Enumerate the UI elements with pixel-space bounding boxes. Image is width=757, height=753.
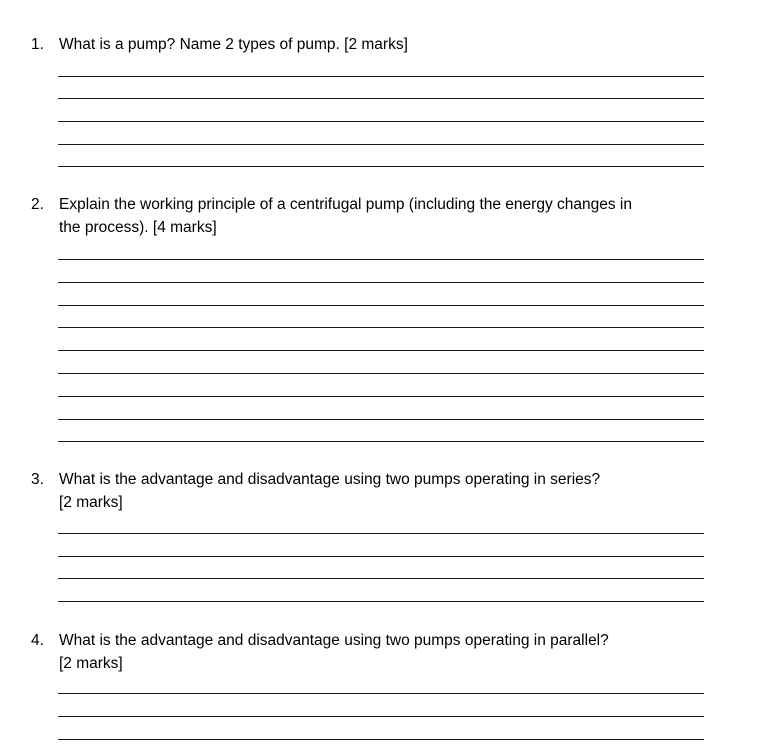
answer-line[interactable] xyxy=(58,601,704,602)
answer-line[interactable] xyxy=(58,76,704,77)
answer-line[interactable] xyxy=(58,144,704,145)
question-text-line: What is the advantage and disadvantage using two pumps operating in parallel? xyxy=(59,632,609,649)
question-number: 3. xyxy=(31,471,44,488)
answer-line[interactable] xyxy=(58,716,704,717)
question-text xyxy=(59,468,719,514)
answer-line[interactable] xyxy=(58,533,704,534)
question-number: 1. xyxy=(31,36,44,53)
question-text-line: What is the advantage and disadvantage using two pumps operating in series? xyxy=(59,471,601,488)
question-text-line: [2 marks] xyxy=(59,494,123,511)
answer-line[interactable] xyxy=(58,121,704,122)
answer-line[interactable] xyxy=(58,578,704,579)
answer-line[interactable] xyxy=(58,282,704,283)
question-text xyxy=(59,629,719,675)
answer-line[interactable] xyxy=(58,396,704,397)
answer-line[interactable] xyxy=(58,739,704,740)
question-text-line: Explain the working principle of a centrifugal pump (including the energy changes in xyxy=(59,196,632,213)
answer-line[interactable] xyxy=(58,693,704,694)
question-text-line: [2 marks] xyxy=(59,655,123,672)
answer-line[interactable] xyxy=(58,305,704,306)
answer-line[interactable] xyxy=(58,98,704,99)
question-text-line: the process). [4 marks] xyxy=(59,219,217,236)
answer-line[interactable] xyxy=(58,373,704,374)
answer-line[interactable] xyxy=(58,350,704,351)
question-number: 2. xyxy=(31,196,44,213)
question-text-line: What is a pump? Name 2 types of pump. [2 marks] xyxy=(59,36,408,53)
question-text xyxy=(59,193,719,239)
answer-line[interactable] xyxy=(58,259,704,260)
question-number: 4. xyxy=(31,632,44,649)
answer-line[interactable] xyxy=(58,166,704,167)
question-text xyxy=(59,33,719,56)
answer-line[interactable] xyxy=(58,441,704,442)
answer-line[interactable] xyxy=(58,419,704,420)
answer-line[interactable] xyxy=(58,556,704,557)
answer-line[interactable] xyxy=(58,327,704,328)
